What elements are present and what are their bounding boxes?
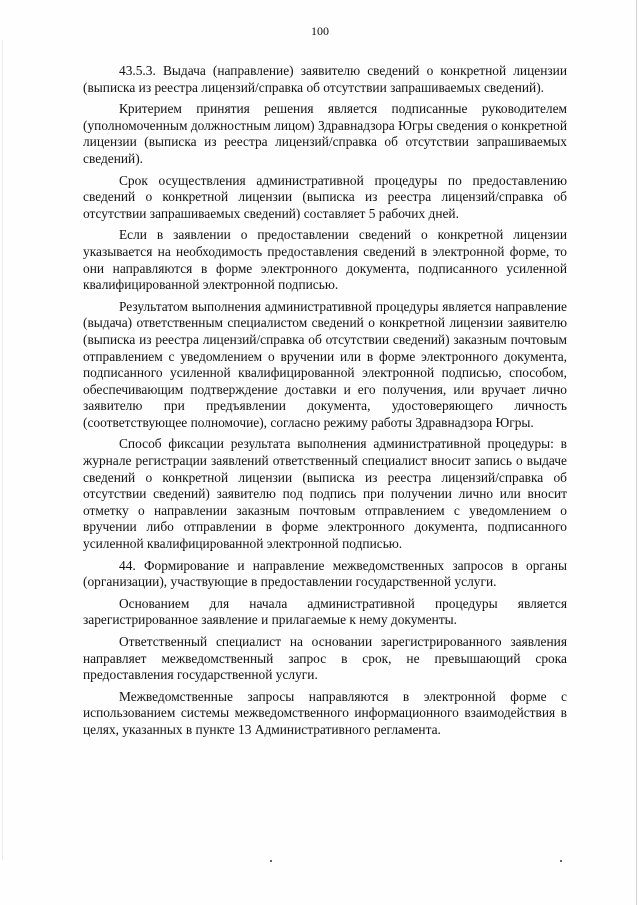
scan-edge-left xyxy=(2,40,3,860)
paragraph-responsible-specialist: Ответственный специалист на основании зарегистрированного заявления направляет межведомственный запрос в срок, не превышающий срока предоставления государственной услуги. xyxy=(83,634,567,683)
scan-edge-right xyxy=(636,0,637,905)
paragraph-44: 44. Формирование и направление межведомственных запросов в органы (организации), участвующие в предоставлении государственной услуги. xyxy=(83,557,567,590)
scan-speck xyxy=(560,860,562,862)
paragraph-electronic-form: Если в заявлении о предоставлении сведений о конкретной лицензии указывается на необходимость предоставления сведений в электронной форме, то они направляются в форме электронного документа, подписанного усиленной квалифицированной электронной подписью. xyxy=(83,227,567,293)
paragraph-deadline: Срок осуществления административной процедуры по предоставлению сведений о конкретной лицензии (выписка из реестра лицензий/справка об отсутствии запрашиваемых сведений) составляет 5 рабочих дней. xyxy=(83,172,567,221)
paragraph-basis: Основанием для начала административной процедуры является зарегистрированное заявление и прилагаемые к нему документы. xyxy=(83,595,567,628)
paragraph-fixation-method: Способ фиксации результата выполнения административной процедуры: в журнале регистрации заявлений ответственный специалист вносит запись о выдаче сведений о конкретной лицензии (выписка из реестра лицензий/справка об отсутствии сведений) заявителю под подпись при получении лично или вносит отметку о направлении заказным почтовым отправлением с уведомлением о вручении либо отправлении в форме электронного документа, подписанного усиленной квалифицированной электронной подписью. xyxy=(83,436,567,552)
scan-speck xyxy=(270,860,272,862)
paragraph-interagency-requests: Межведомственные запросы направляются в электронной форме с использованием системы межведомственного информационного взаимодействия в целях, указанных в пункте 13 Административного регламента. xyxy=(83,688,567,737)
paragraph-43-5-3: 43.5.3. Выдача (направление) заявителю сведений о конкретной лицензии (выписка из реестра лицензий/справка об отсутствии запрашиваемых сведений). xyxy=(83,63,567,95)
paragraph-result: Результатом выполнения административной процедуры является направление (выдача) ответственным специалистом сведений о конкретной лицензии заявителю (выписка из реестра лицензий/справка об отсутствии сведений) заказным почтовым отправлением с уведомлением о вручении или в форме электронного документа, подписанного усиленной квалифицированной электронной подписью, способом, обеспечивающим подтверждение доставки и его получения, или вручает лично заявителю при предъявлении документа, удостоверяющего личность (соответствующее полномочие), согласно режиму работы Здравнадзора Югры. xyxy=(83,298,567,430)
body-text xyxy=(83,63,567,739)
page-number: 100 xyxy=(311,24,329,38)
paragraph-decision-criterion: Критерием принятия решения является подписанные руководителем (уполномоченным должностным лицом) Здравнадзора Югры сведения о конкретной лицензии (выписка из реестра лицензий/справка об отсутствии запрашиваемых сведений). xyxy=(83,101,567,166)
